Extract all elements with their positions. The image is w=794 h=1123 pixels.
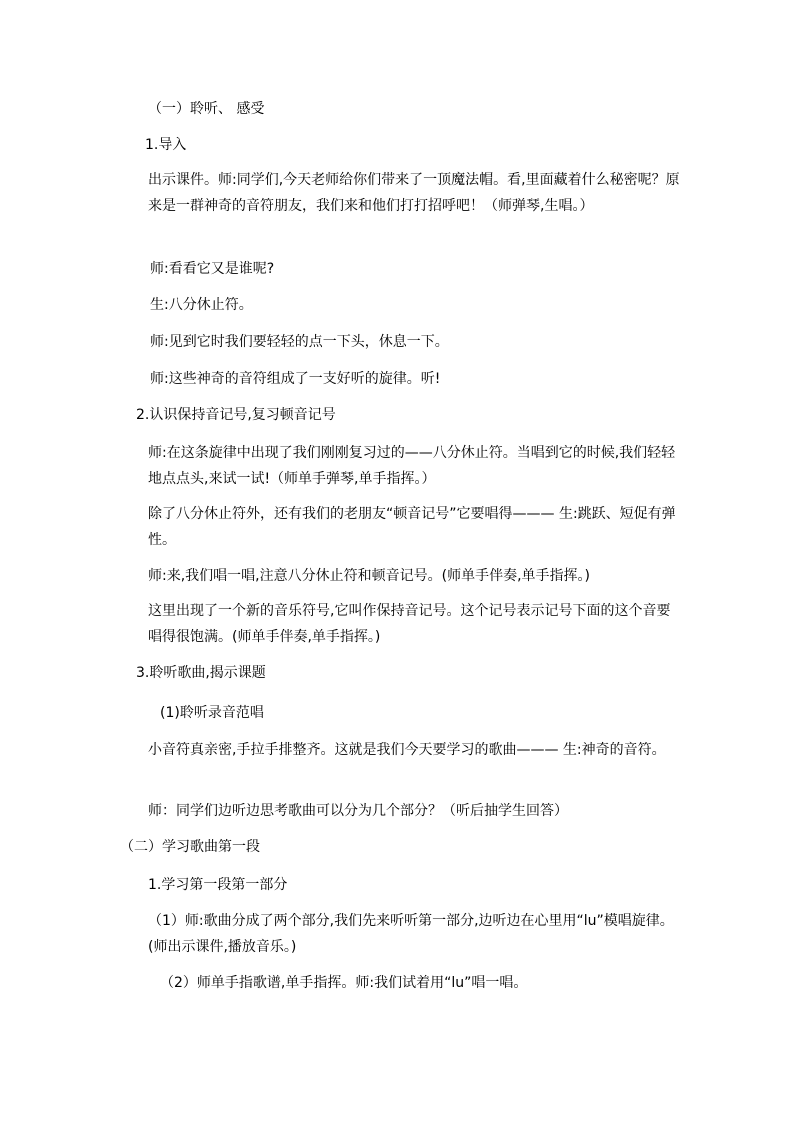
subsection-heading-symbols: 2.认识保持音记号,复习顿音记号 xyxy=(136,407,336,423)
dialogue-line-1: 师:看看它又是谁呢? xyxy=(150,261,275,277)
paragraph-staccato: 除了八分休止符外，还有我们的老朋友“顿音记号”它要唱得——— 生:跳跃、短促有弹性。 xyxy=(148,506,676,548)
paragraph-part1-sing: （2）师单手指歌谱,单手指挥。师:我们试着用“lu”唱一唱。 xyxy=(160,975,528,991)
paragraph-sing-together: 师:来,我们唱一唱,注意八分休止符和顿音记号。(师单手伴奏,单手指挥。) xyxy=(148,568,590,584)
subsection-heading-listen: 3.聆听歌曲,揭示课题 xyxy=(136,665,266,681)
paragraph-intro: 出示课件。师:同学们,今天老师给你们带来了一顶魔法帽。看,里面藏着什么秘密呢？原来是一群神奇的音符朋友，我们来和他们打打招呼吧！（师弹琴,生唱。） xyxy=(148,172,680,214)
sub-item-recording: (1)聆听录音范唱 xyxy=(160,705,264,721)
paragraph-song-title: 小音符真亲密,手拉手排整齐。这就是我们今天要学习的歌曲——— 生:神奇的音符。 xyxy=(148,742,666,758)
dialogue-line-4: 师:这些神奇的音符组成了一支好听的旋律。听! xyxy=(150,371,441,387)
section-heading-2: （二）学习歌曲第一段 xyxy=(120,839,260,855)
section-heading-1: （一）聆听、 感受 xyxy=(148,101,265,117)
subsection-heading-intro: 1.导入 xyxy=(145,137,187,153)
paragraph-rest-note: 师:在这条旋律中出现了我们刚刚复习过的——八分休止符。当唱到它的时候,我们轻轻地点点头,来试一试!（师单手弹琴,单手指挥。） xyxy=(148,445,676,487)
paragraph-question: 师：同学们边听边思考歌曲可以分为几个部分？（听后抽学生回答） xyxy=(148,803,568,819)
paragraph-tenuto: 这里出现了一个新的音乐符号,它叫作保持音记号。这个记号表示记号下面的这个音要唱得很饱满。(师单手伴奏,单手指挥。) xyxy=(148,603,671,645)
dialogue-line-2: 生:八分休止符。 xyxy=(150,297,253,313)
paragraph-part1-listen: （1）师:歌曲分成了两个部分,我们先来听听第一部分,边听边在心里用“lu”模唱旋律。(师出示课件,播放音乐。) xyxy=(148,913,674,955)
subsection-heading-part1: 1.学习第一段第一部分 xyxy=(148,877,288,893)
dialogue-line-3: 师:见到它时我们要轻轻的点一下头，休息一下。 xyxy=(150,334,449,350)
